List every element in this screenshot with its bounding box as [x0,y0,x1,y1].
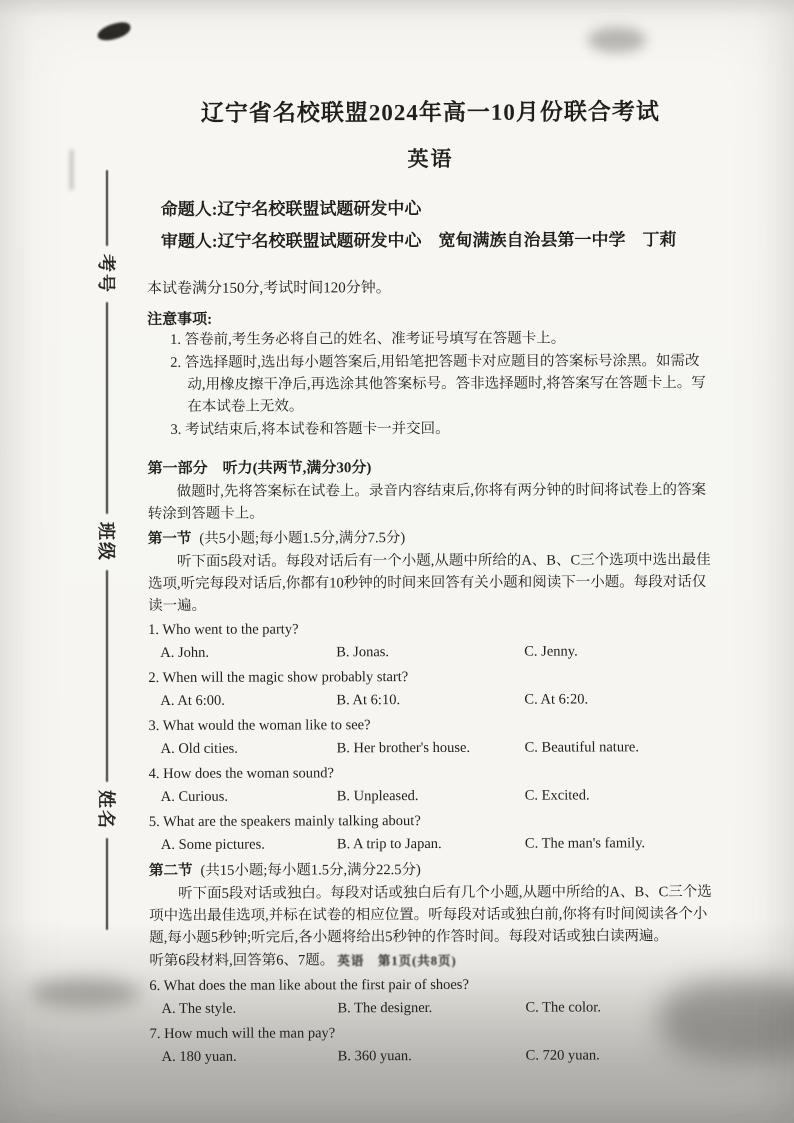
section1-intro: 听下面5段对话。每段对话后有一个小题,从题中所给的A、B、C三个选项中选出最佳选项,听完每段对话后,你都有10秒钟的时间来回答有关小题和阅读下一小题。每段对话仅读一遍。 [147,552,711,614]
option-a: A. Some pictures. [160,836,265,853]
part1-intro: 做题时,先将答案标在试卷上。录音内容结束后,你将有两分钟的时间将试卷上的答案转涂到答题卡上。 [147,482,706,522]
scan-edge-mark [70,150,73,190]
margin-label-text: 班级 [96,522,116,562]
question-text: 5. What are the speakers mainly talking about? [148,813,421,830]
question-6 [149,973,717,1021]
note-item: 3. 考试结束后,将本试卷和答题卡一并交回。 [170,420,450,438]
margin-line [106,570,109,782]
section2-intro: 听下面5段对话或独白。每段对话或独白后有几个小题,从题中所给的A、B、C三个选项中选出最佳选项,并标在试卷的相应位置。听每段对话或独白前,你将有时间阅读各个小题,每小题5秒钟;听完后,各小题将给出5秒钟的作答时间。每段对话或独白读两遍。 [149,884,712,946]
options-row [149,736,717,761]
question-text: 1. Who went to the party? [148,621,299,638]
option-b: B. Unpleased. [336,788,419,805]
section2-name: 第二节 [148,862,193,879]
question-text: 4. How does the woman sound? [148,765,334,782]
option-c: C. The color. [525,999,601,1016]
option-c: C. At 6:20. [524,691,589,708]
option-b: B. Jonas. [336,644,390,661]
options-row [149,784,717,809]
ink-blot-artifact [96,20,133,43]
question-text: 3. What would the woman like to see? [148,717,371,734]
option-b: B. A trip to Japan. [336,835,442,853]
setter-line: 命题人:辽宁名校联盟试题研发中心 [160,199,422,219]
part1-heading: 第一部分 听力(共两节,满分30分) [147,460,372,477]
option-a: A. Curious. [160,788,229,805]
option-c: C. Beautiful nature. [524,739,639,756]
margin-line [106,838,109,930]
question-3 [148,713,716,761]
question-text: 7. How much will the man pay? [149,1025,336,1042]
exam-info: 本试卷满分150分,考试时间120分钟。 [146,280,391,297]
question-5 [149,809,717,857]
options-row [148,688,716,713]
question-7 [150,1021,718,1069]
note-item: 2. 答选择题时,选出每小题答案后,用铅笔把答题卡对应题目的答案标号涂黑。如需改动,用橡皮擦干净后,再选涂其他答案标号。答非选择题时,将答案写在答题卡上。写在本试卷上无效。 [170,353,706,415]
option-a: A. John. [160,644,210,661]
material-line: 听第6段材料,回答第6、7题。 [149,952,335,969]
option-a: A. 180 yuan. [161,1048,237,1065]
option-a: A. The style. [161,1000,237,1017]
exam-content [146,93,717,1069]
margin-line [106,302,109,514]
option-c: C. Jenny. [524,643,578,660]
option-b: B. The designer. [337,1000,433,1017]
options-row [149,832,717,857]
margin-label-class [84,514,130,570]
question-2 [148,665,716,713]
margin-label-text: 姓名 [96,790,116,830]
option-a: A. Old cities. [160,740,238,757]
margin-label-name [84,782,130,838]
option-b: B. At 6:10. [336,692,401,709]
options-row [150,1044,718,1069]
section1-meta: (共5小题;每小题1.5分,满分7.5分) [199,530,406,547]
option-a: A. At 6:00. [160,692,225,709]
notes-title: 注意事项: [147,311,213,328]
scan-smudge-bottom-left [30,978,140,1008]
page-footer: 英语 第1页(共8页) [337,954,457,968]
sealed-margin-rail [84,170,130,930]
note-item: 1. 答卷前,考生务必将自己的姓名、准考证号填写在答题卡上。 [170,330,566,348]
exam-subject: 英语 [407,146,454,172]
question-text: 6. What does the man like about the first pair of shoes? [149,976,469,994]
section2-heading [149,857,717,883]
question-4 [149,761,717,809]
option-c: C. Excited. [524,787,590,804]
options-row [149,996,717,1021]
margin-line [106,170,109,246]
option-c: C. The man's family. [524,835,646,852]
exam-authors [147,192,715,258]
scan-smudge-top [588,27,646,53]
margin-label-text: 考号 [96,254,116,294]
exam-title: 辽宁省名校联盟2024年高一10月份联合考试 [200,99,660,126]
option-c: C. 720 yuan. [525,1047,600,1064]
section1-heading [148,525,716,551]
section2-meta: (共15小题;每小题1.5分,满分22.5分) [200,862,421,879]
option-b: B. Her brother's house. [336,739,471,757]
margin-label-exam-number [84,246,130,302]
option-b: B. 360 yuan. [337,1048,412,1065]
section1-name: 第一节 [147,530,192,547]
reviewer-line: 审题人:辽宁名校联盟试题研发中心 宽甸满族自治县第一中学 丁莉 [160,230,677,251]
options-row [148,640,716,665]
question-text: 2. When will the magic show probably start? [148,669,409,686]
question-1 [148,617,716,665]
